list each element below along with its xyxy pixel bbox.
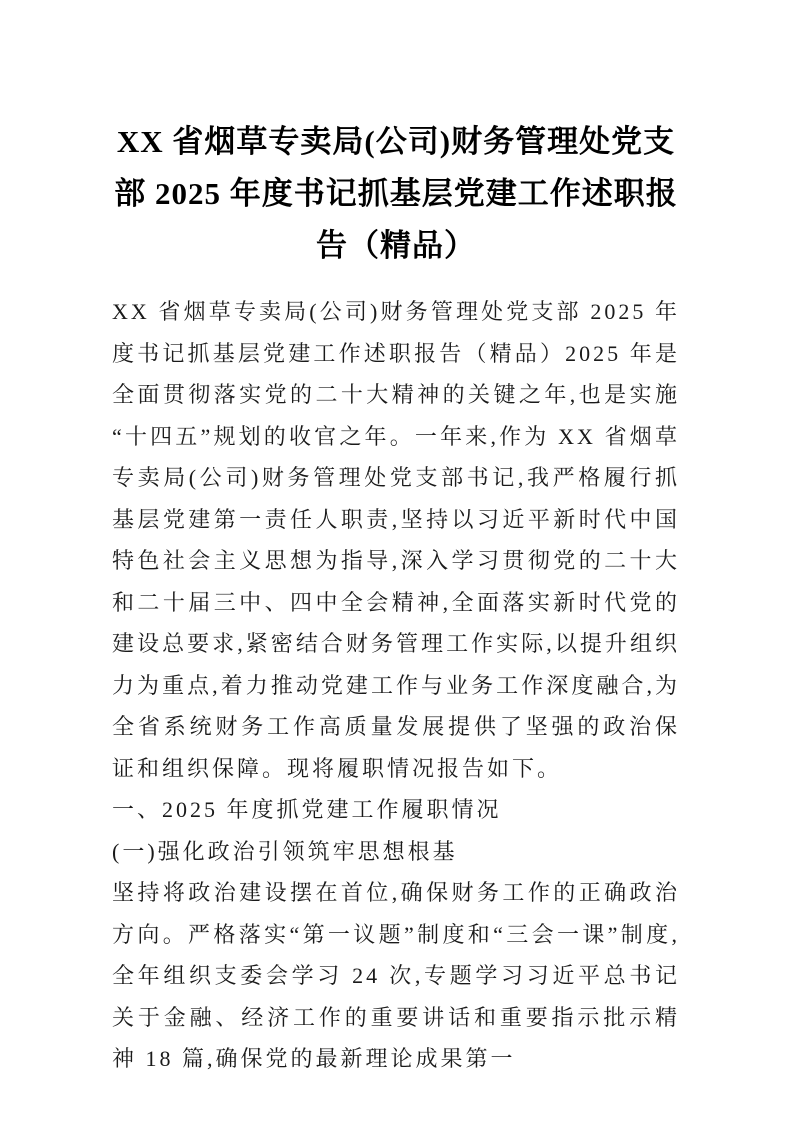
intro-paragraph: XX 省烟草专卖局(公司)财务管理处党支部 2025 年度书记抓基层党建工作述职报告（精品）2025 年是全面贯彻落实党的二十大精神的关键之年,也是实施“十四五”规划的收官之年。一年来,作为 XX 省烟草专卖局(公司)财务管理处党支部书记,我严格履行抓基层党建第一责任人职责,坚持以习近平新时代中国特色社会主义思想为指导,深入学习贯彻党的二十大和二十届三中、四中全会精神,全面落实新时代党的建设总要求,紧密结合财务管理工作实际,以提升组织力为重点,着力推动党建工作与业务工作深度融合,为全省系统财务工作高质量发展提供了坚强的政治保证和组织保障。现将履职情况报告如下。 bbox=[112, 299, 680, 781]
section-1-subsection-1-body: 坚持将政治建设摆在首位,确保财务工作的正确政治方向。严格落实“第一议题”制度和“三会一课”制度,全年组织支委会学习 24 次,专题学习习近平总书记关于金融、经济工作的重要讲话和重要指示批示精神 18 篇,确保党的最新理论成果第一 bbox=[112, 880, 680, 1071]
section-1-subsection-1-heading: (一)强化政治引领筑牢思想根基 bbox=[112, 838, 458, 864]
section-1-heading: 一、2025 年度抓党建工作履职情况 bbox=[112, 797, 502, 822]
document-title: XX 省烟草专卖局(公司)财务管理处党支部 2025 年度书记抓基层党建工作述职报告（精品） bbox=[114, 124, 678, 263]
